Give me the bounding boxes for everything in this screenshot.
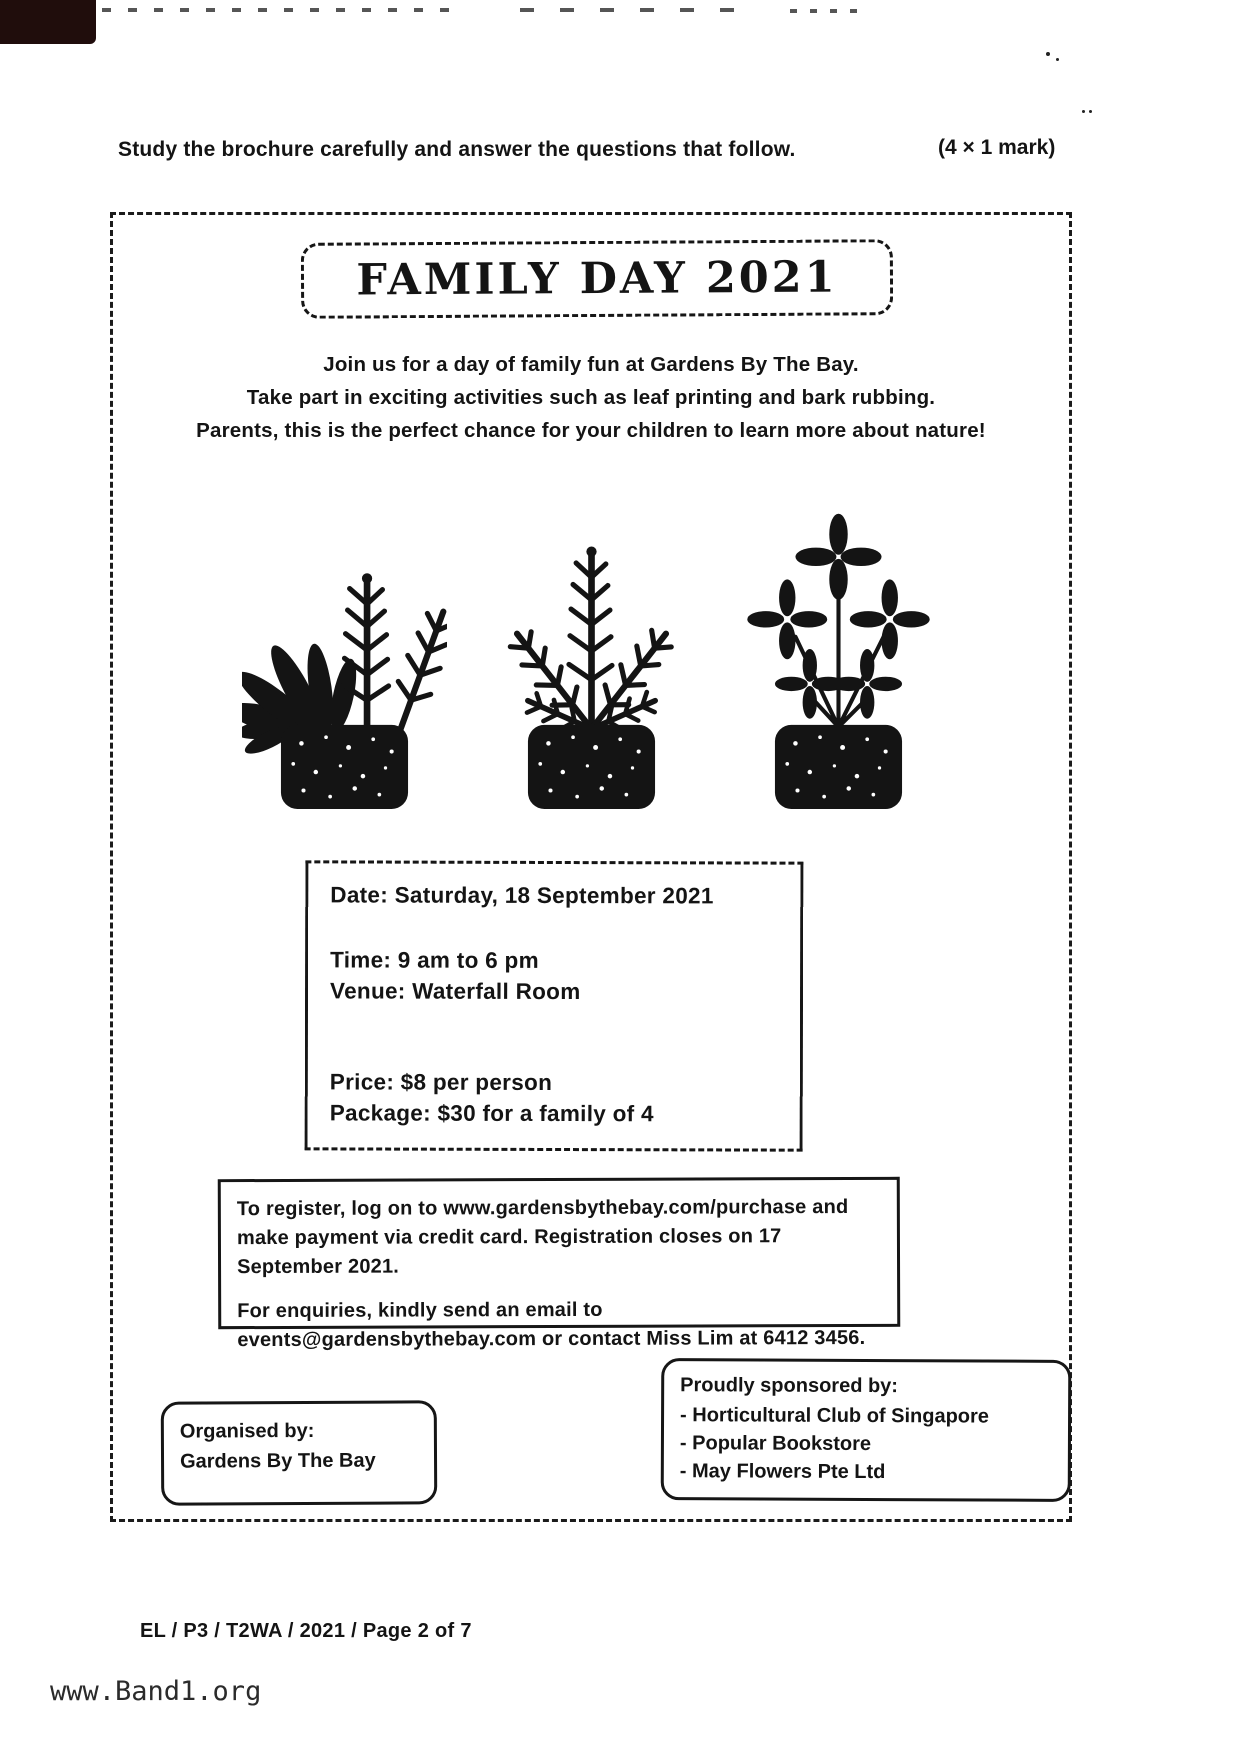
sponsors-heading: Proudly sponsored by: [680, 1374, 899, 1398]
scan-artifact-dot [1046, 52, 1050, 56]
intro-paragraph [113, 349, 1069, 447]
sponsor-item: - Popular Bookstore [679, 1432, 872, 1456]
sponsors-box [661, 1358, 1072, 1502]
intro-line: Join us for a day of family fun at Gardens By The Bay. [323, 353, 859, 376]
watermark-text: www.Band1.org [50, 1676, 262, 1707]
broad-leaf-potted-plant-icon [242, 483, 447, 811]
enquiries-contact: For enquiries, kindly send an email to events@gardensbythebay.com or contact Miss Lim at 6412 3456. [237, 1298, 866, 1352]
scan-artifact-dashes [790, 9, 860, 13]
event-price: Price: $8 per person [329, 1069, 553, 1095]
scan-artifact-dot [1082, 110, 1085, 113]
event-time: Time: 9 am to 6 pm [330, 947, 539, 973]
registration-info-box [218, 1177, 901, 1352]
scan-artifact-dot [1089, 110, 1092, 113]
event-venue: Venue: Waterfall Room [330, 978, 581, 1005]
organiser-heading: Organised by: [179, 1419, 315, 1443]
scan-smudge [0, 0, 96, 44]
fern-potted-plant-icon [489, 483, 694, 811]
intro-line: Take part in exciting activities such as leaf printing and bark rubbing. [246, 385, 936, 409]
event-date: Date: Saturday, 18 September 2021 [330, 882, 714, 909]
scan-artifact-dashes [102, 8, 462, 12]
potted-plants-illustration [113, 483, 1069, 811]
registration-instructions: To register, log on to www.gardensbythebay.com/purchase and make payment via credit card. Registration closes on 17 September 2021. [236, 1195, 849, 1279]
event-details-box [305, 860, 804, 1151]
scan-artifact-dot [1056, 58, 1059, 61]
sponsor-item: - May Flowers Pte Ltd [679, 1460, 886, 1484]
brochure-title: FAMILY DAY 2021 [356, 252, 838, 306]
brochure-title-box [301, 239, 893, 319]
page-footer-reference: EL / P3 / T2WA / 2021 / Page 2 of 7 [140, 1620, 472, 1642]
marks-allocation: (4 × 1 mark) [938, 136, 1056, 159]
flower-potted-plant-icon [736, 483, 941, 811]
organiser-box [161, 1400, 438, 1505]
organiser-name: Gardens By The Bay [179, 1449, 376, 1473]
brochure-frame [110, 212, 1072, 1522]
instruction-text: Study the brochure carefully and answer the questions that follow. [118, 138, 796, 161]
event-package: Package: $30 for a family of 4 [329, 1100, 654, 1127]
intro-line: Parents, this is the perfect chance for your children to learn more about nature! [196, 418, 986, 442]
sponsor-item: - Horticultural Club of Singapore [680, 1404, 989, 1428]
scan-artifact-dashes [520, 8, 750, 12]
